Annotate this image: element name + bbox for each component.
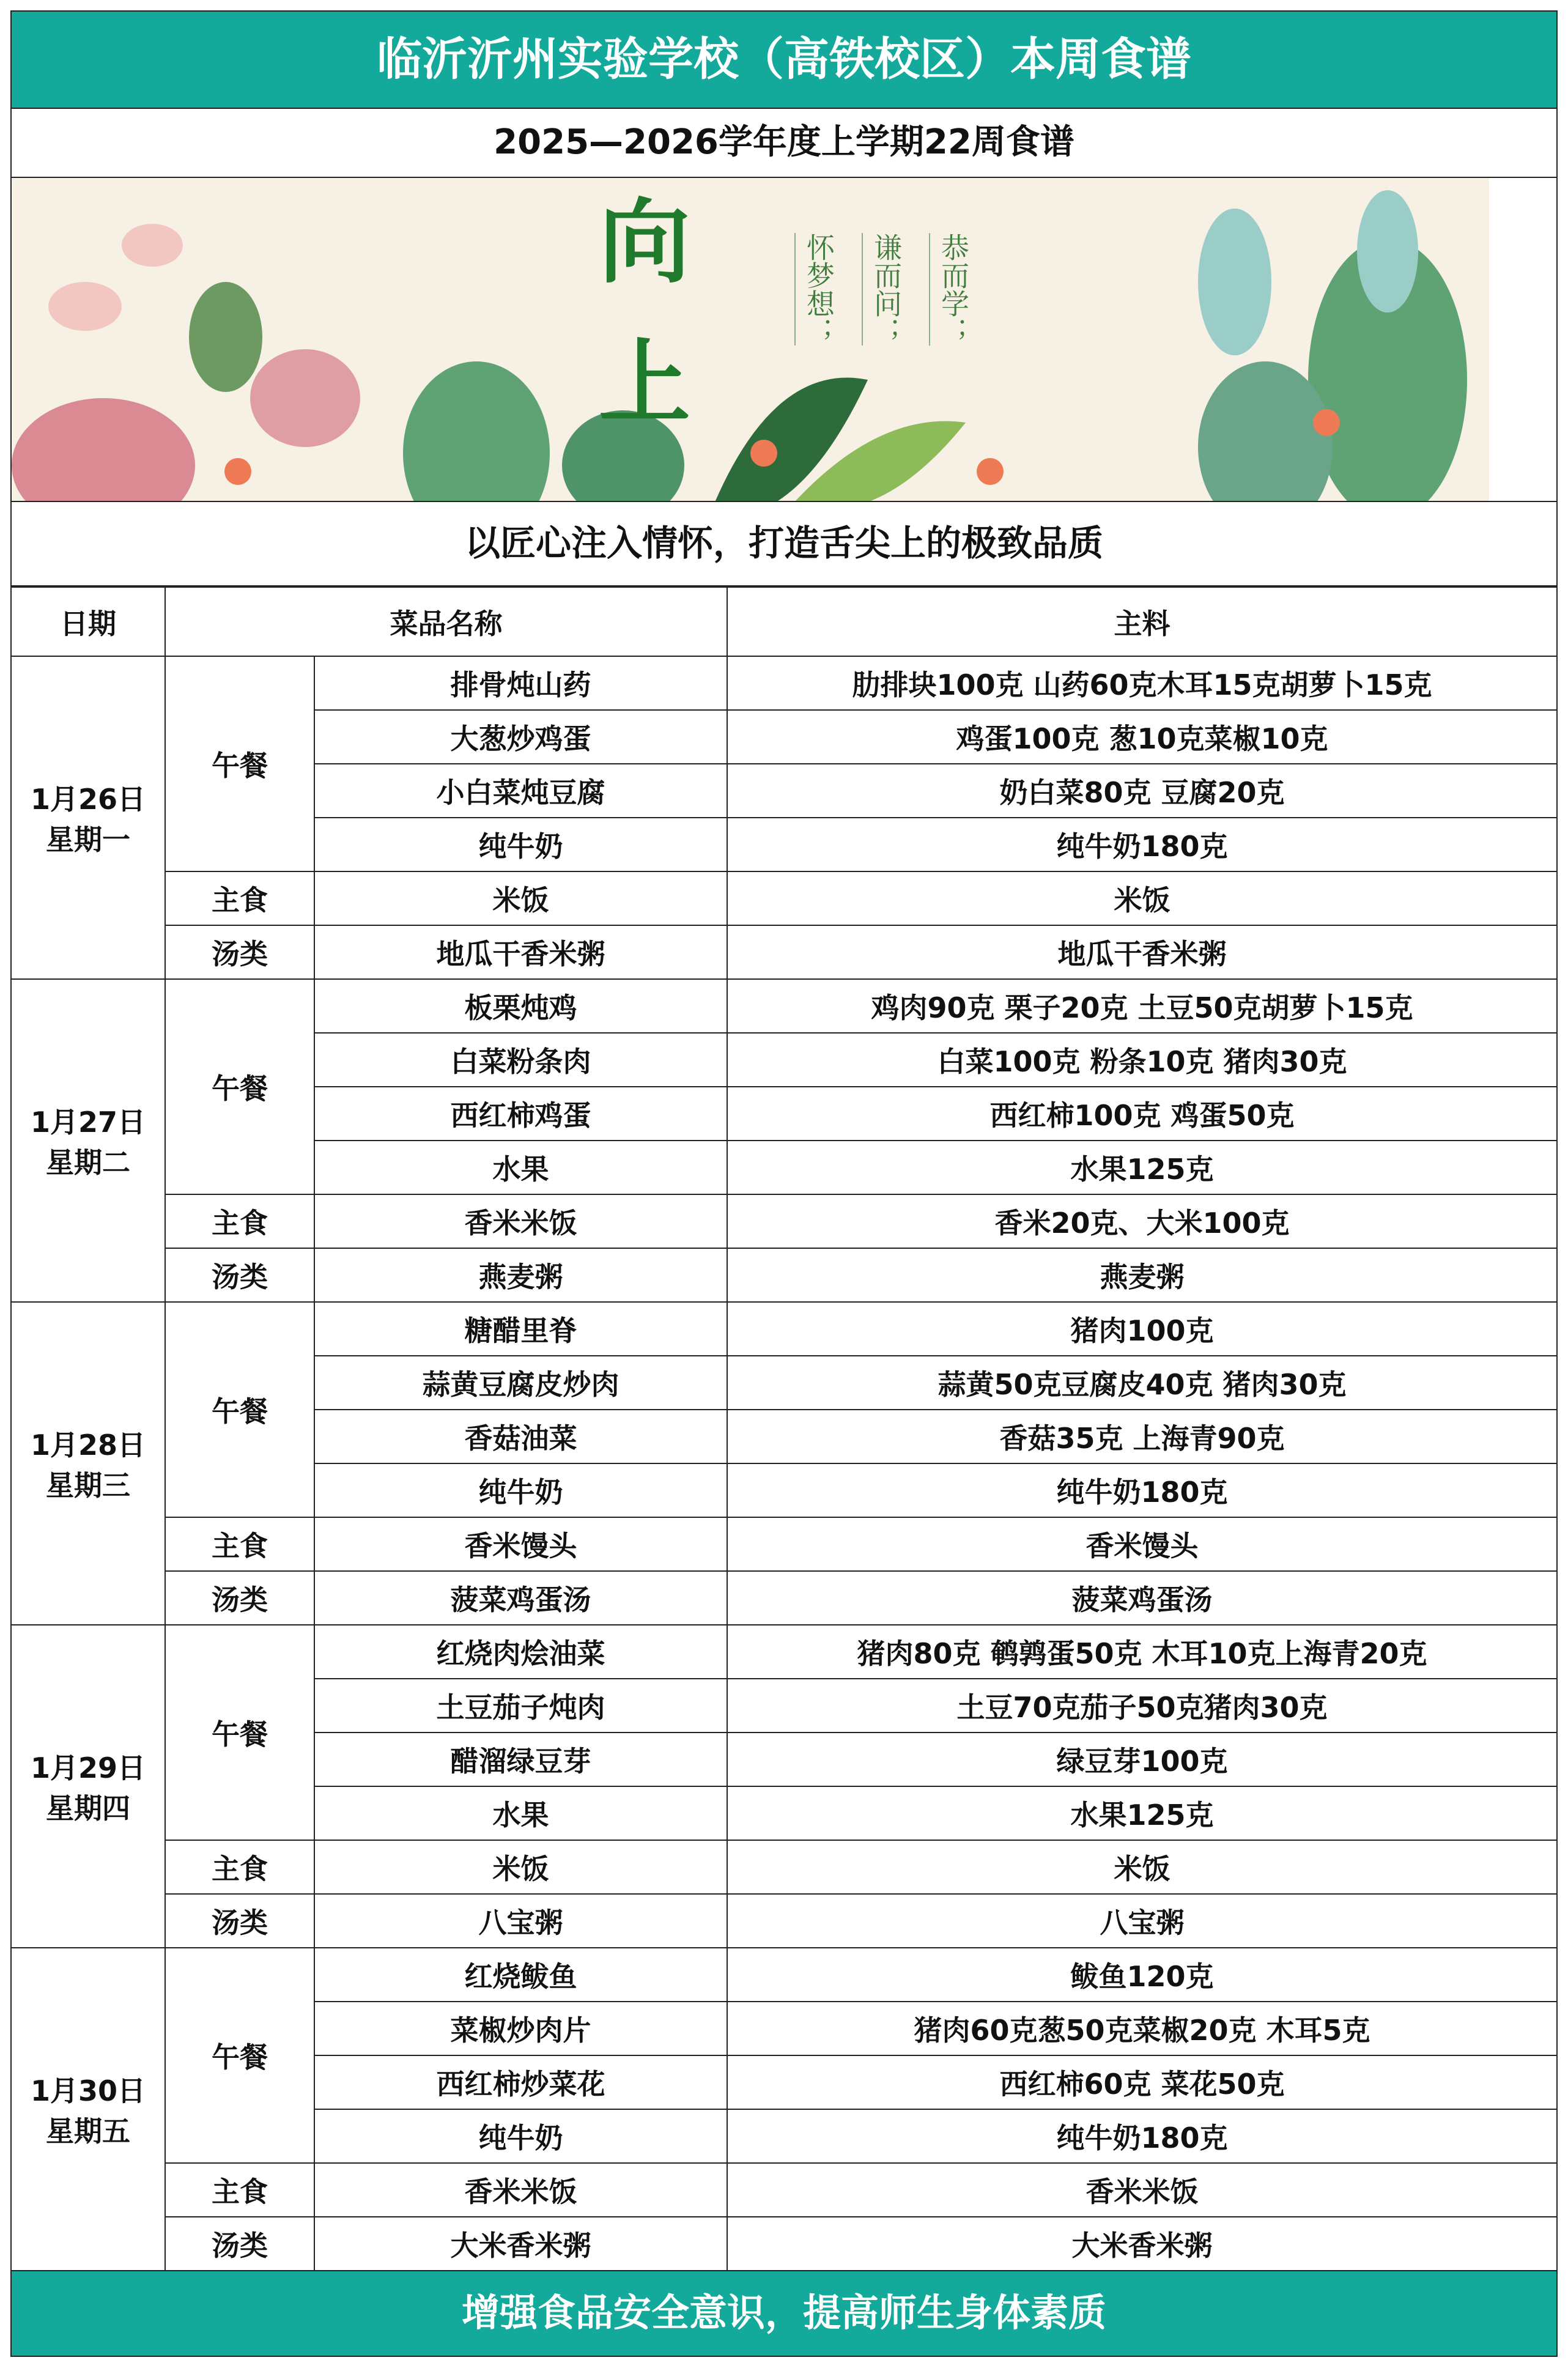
dish-ingredients: 西红柿60克 菜花50克 bbox=[727, 2055, 1557, 2109]
dish-ingredients: 奶白菜80克 豆腐20克 bbox=[727, 764, 1557, 818]
dish-name: 纯牛奶 bbox=[314, 818, 727, 871]
footer-banner: 增强食品安全意识，提高师生身体素质 bbox=[10, 2271, 1558, 2357]
dish-name: 西红柿鸡蛋 bbox=[314, 1087, 727, 1141]
table-row bbox=[11, 871, 1557, 925]
dish-ingredients: 鸡蛋100克 葱10克菜椒10克 bbox=[727, 710, 1557, 764]
table-row bbox=[11, 1948, 1557, 2002]
banner-poem-3: 怀梦想； bbox=[794, 233, 837, 346]
date-label: 1月29日 bbox=[30, 1751, 146, 1784]
dish-name: 红烧肉烩油菜 bbox=[314, 1625, 727, 1679]
dish-ingredients: 水果125克 bbox=[727, 1141, 1557, 1194]
weekday-label: 星期二 bbox=[46, 1146, 130, 1179]
header-date: 日期 bbox=[11, 587, 165, 656]
dish-name: 纯牛奶 bbox=[314, 1463, 727, 1517]
menu-document bbox=[10, 10, 1558, 2357]
dish-name: 醋溜绿豆芽 bbox=[314, 1732, 727, 1786]
dish-name: 地瓜干香米粥 bbox=[314, 925, 727, 979]
dish-ingredients: 肋排块100克 山药60克木耳15克胡萝卜15克 bbox=[727, 656, 1557, 710]
table-row bbox=[11, 1625, 1557, 1679]
header-dish: 菜品名称 bbox=[165, 587, 727, 656]
dish-name: 小白菜炖豆腐 bbox=[314, 764, 727, 818]
dish-name: 白菜粉条肉 bbox=[314, 1033, 727, 1087]
dish-ingredients: 米饭 bbox=[727, 1840, 1557, 1894]
dish-name: 西红柿炒菜花 bbox=[314, 2055, 727, 2109]
dish-ingredients: 纯牛奶180克 bbox=[727, 2109, 1557, 2163]
table-row bbox=[11, 2163, 1557, 2217]
meal-type-staple: 主食 bbox=[165, 1194, 314, 1248]
dish-ingredients: 纯牛奶180克 bbox=[727, 818, 1557, 871]
dish-name: 纯牛奶 bbox=[314, 2109, 727, 2163]
dish-ingredients: 大米香米粥 bbox=[727, 2217, 1557, 2271]
date-cell bbox=[11, 1948, 165, 2271]
dish-ingredients: 猪肉60克葱50克菜椒20克 木耳5克 bbox=[727, 2002, 1557, 2055]
meal-type-staple: 主食 bbox=[165, 1517, 314, 1571]
dish-name: 土豆茄子炖肉 bbox=[314, 1679, 727, 1732]
dish-ingredients: 地瓜干香米粥 bbox=[727, 925, 1557, 979]
slogan: 以匠心注入情怀，打造舌尖上的极致品质 bbox=[10, 502, 1558, 586]
table-row bbox=[11, 1894, 1557, 1948]
date-label: 1月28日 bbox=[30, 1429, 146, 1462]
dish-name: 板栗炖鸡 bbox=[314, 979, 727, 1033]
dish-ingredients: 燕麦粥 bbox=[727, 1248, 1557, 1302]
weekday-label: 星期五 bbox=[46, 2115, 130, 2148]
table-row bbox=[11, 1248, 1557, 1302]
dish-ingredients: 菠菜鸡蛋汤 bbox=[727, 1571, 1557, 1625]
dish-name: 糖醋里脊 bbox=[314, 1302, 727, 1356]
meal-type-soup: 汤类 bbox=[165, 925, 314, 979]
dish-name: 水果 bbox=[314, 1141, 727, 1194]
dish-name: 大米香米粥 bbox=[314, 2217, 727, 2271]
dish-name: 香米馒头 bbox=[314, 1517, 727, 1571]
dish-ingredients: 纯牛奶180克 bbox=[727, 1463, 1557, 1517]
dish-ingredients: 土豆70克茄子50克猪肉30克 bbox=[727, 1679, 1557, 1732]
table-row bbox=[11, 1302, 1557, 1356]
banner-poem-2: 谦而问； bbox=[862, 233, 904, 346]
dish-ingredients: 猪肉100克 bbox=[727, 1302, 1557, 1356]
date-label: 1月30日 bbox=[30, 2074, 146, 2107]
dish-ingredients: 香米20克、大米100克 bbox=[727, 1194, 1557, 1248]
meal-type-lunch: 午餐 bbox=[165, 1625, 314, 1840]
meal-type-lunch: 午餐 bbox=[165, 979, 314, 1194]
dish-name: 香米米饭 bbox=[314, 1194, 727, 1248]
table-row bbox=[11, 2217, 1557, 2271]
table-row bbox=[11, 1840, 1557, 1894]
table-row bbox=[11, 1571, 1557, 1625]
dish-ingredients: 八宝粥 bbox=[727, 1894, 1557, 1948]
header-ingredients: 主料 bbox=[727, 587, 1557, 656]
dish-name: 蒜黄豆腐皮炒肉 bbox=[314, 1356, 727, 1410]
date-cell bbox=[11, 656, 165, 979]
table-row bbox=[11, 1517, 1557, 1571]
meal-type-staple: 主食 bbox=[165, 871, 314, 925]
dish-ingredients: 水果125克 bbox=[727, 1786, 1557, 1840]
weekday-label: 星期四 bbox=[46, 1792, 130, 1825]
dish-name: 米饭 bbox=[314, 1840, 727, 1894]
meal-type-soup: 汤类 bbox=[165, 1571, 314, 1625]
dish-ingredients: 香菇35克 上海青90克 bbox=[727, 1410, 1557, 1463]
date-cell bbox=[11, 1302, 165, 1625]
dish-ingredients: 绿豆芽100克 bbox=[727, 1732, 1557, 1786]
dish-ingredients: 香米米饭 bbox=[727, 2163, 1557, 2217]
dish-ingredients: 鸡肉90克 栗子20克 土豆50克胡萝卜15克 bbox=[727, 979, 1557, 1033]
dish-ingredients: 白菜100克 粉条10克 猪肉30克 bbox=[727, 1033, 1557, 1087]
banner-heading-char-1: 向 bbox=[599, 188, 691, 296]
dish-name: 八宝粥 bbox=[314, 1894, 727, 1948]
dish-name: 燕麦粥 bbox=[314, 1248, 727, 1302]
table-row bbox=[11, 1194, 1557, 1248]
meal-type-soup: 汤类 bbox=[165, 1894, 314, 1948]
table-row bbox=[11, 656, 1557, 710]
meal-type-staple: 主食 bbox=[165, 2163, 314, 2217]
date-cell bbox=[11, 979, 165, 1302]
meal-type-soup: 汤类 bbox=[165, 2217, 314, 2271]
dish-name: 香菇油菜 bbox=[314, 1410, 727, 1463]
meal-type-soup: 汤类 bbox=[165, 1248, 314, 1302]
dish-name: 菜椒炒肉片 bbox=[314, 2002, 727, 2055]
banner-heading-char-2: 上 bbox=[599, 329, 691, 437]
menu-subtitle: 2025—2026学年度上学期22周食谱 bbox=[10, 109, 1558, 178]
dish-ingredients: 香米馒头 bbox=[727, 1517, 1557, 1571]
dish-ingredients: 西红柿100克 鸡蛋50克 bbox=[727, 1087, 1557, 1141]
meal-type-lunch: 午餐 bbox=[165, 1302, 314, 1517]
dish-name: 菠菜鸡蛋汤 bbox=[314, 1571, 727, 1625]
meal-type-lunch: 午餐 bbox=[165, 1948, 314, 2163]
dish-name: 香米米饭 bbox=[314, 2163, 727, 2217]
page-title: 临沂沂州实验学校（高铁校区）本周食谱 bbox=[10, 10, 1558, 109]
meal-type-staple: 主食 bbox=[165, 1840, 314, 1894]
menu-table bbox=[10, 586, 1558, 2271]
table-row bbox=[11, 925, 1557, 979]
banner-poem-1: 恭而学； bbox=[929, 233, 972, 346]
meal-type-lunch: 午餐 bbox=[165, 656, 314, 871]
banner-image bbox=[10, 178, 1558, 502]
dish-name: 排骨炖山药 bbox=[314, 656, 727, 710]
dish-ingredients: 米饭 bbox=[727, 871, 1557, 925]
dish-name: 米饭 bbox=[314, 871, 727, 925]
date-label: 1月27日 bbox=[30, 1106, 146, 1139]
date-cell bbox=[11, 1625, 165, 1948]
banner-illustration bbox=[12, 178, 1489, 502]
dish-name: 水果 bbox=[314, 1786, 727, 1840]
dish-ingredients: 猪肉80克 鹌鹑蛋50克 木耳10克上海青20克 bbox=[727, 1625, 1557, 1679]
dish-ingredients: 鲅鱼120克 bbox=[727, 1948, 1557, 2002]
dish-name: 大葱炒鸡蛋 bbox=[314, 710, 727, 764]
weekday-label: 星期三 bbox=[46, 1469, 130, 1502]
weekday-label: 星期一 bbox=[46, 823, 130, 856]
dish-ingredients: 蒜黄50克豆腐皮40克 猪肉30克 bbox=[727, 1356, 1557, 1410]
dish-name: 红烧鲅鱼 bbox=[314, 1948, 727, 2002]
table-header-row bbox=[11, 587, 1557, 656]
table-row bbox=[11, 979, 1557, 1033]
date-label: 1月26日 bbox=[30, 783, 146, 816]
